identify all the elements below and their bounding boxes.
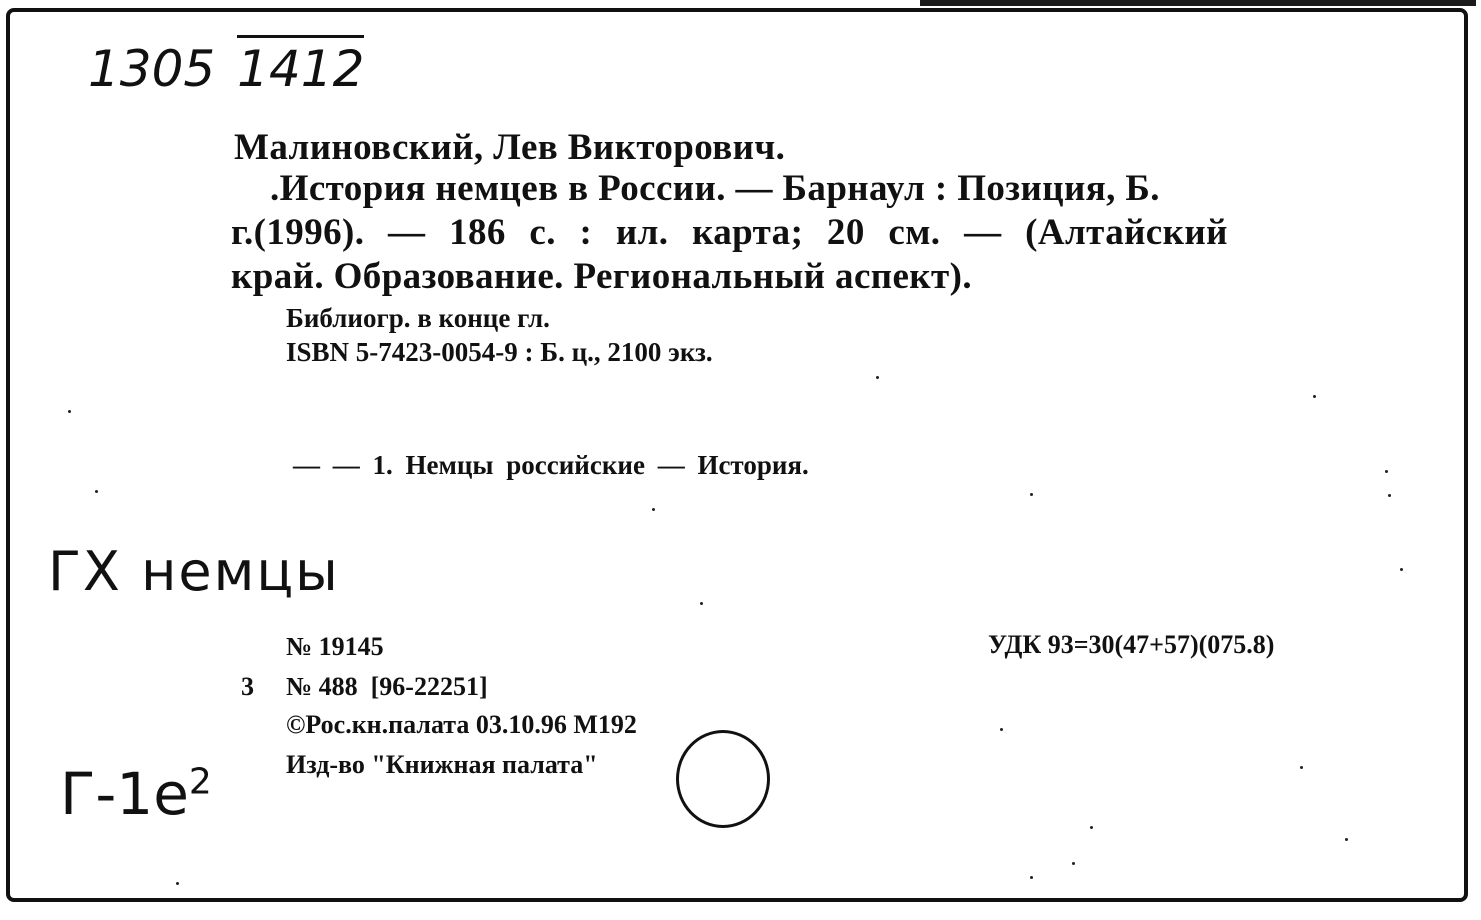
title-line-2: г.(1996). — 186 с. : ил. карта; 20 см. — (Алтайский — [231, 212, 1228, 253]
card-prefix-number: 3 — [241, 672, 254, 701]
copyright-line: ©Рос.кн.палата 03.10.96 М192 — [286, 710, 637, 739]
isbn-line: ISBN 5-7423-0054-9 : Б. ц., 2100 экз. — [286, 337, 713, 367]
udk-code: УДК 93=30(47+57)(075.8) — [988, 630, 1275, 659]
scan-edge-shadow — [920, 0, 1476, 6]
title-line-1: .История немцев в России. — Барнаул : Позиция, Б. — [270, 168, 1160, 209]
scan-speck — [68, 410, 71, 413]
scan-speck — [1345, 838, 1348, 841]
location-text: Г-1е — [60, 760, 189, 828]
handwritten-location — [60, 760, 212, 828]
scan-speck — [1090, 826, 1093, 829]
subject-heading: — — 1. Немцы российские — История. — [293, 450, 809, 480]
scan-speck — [1030, 876, 1033, 879]
record-number: № 19145 — [286, 632, 384, 661]
scan-speck — [1072, 862, 1075, 865]
scan-speck — [876, 376, 879, 379]
handwritten-subject-note: ГХ немцы — [48, 540, 340, 603]
author-heading: Малиновский, Лев Викторович. — [234, 127, 786, 168]
publisher-line: Изд-во "Книжная палата" — [286, 750, 598, 779]
register-number: № 488 [96-22251] — [286, 672, 488, 701]
scan-speck — [95, 490, 98, 493]
scan-speck — [700, 602, 703, 605]
scan-speck — [1313, 395, 1316, 398]
scan-speck — [1000, 728, 1003, 731]
bibliography-note: Библиогр. в конце гл. — [286, 303, 550, 333]
shelfmark-number: 1305 — [88, 40, 216, 98]
scan-speck — [1400, 568, 1403, 571]
scan-speck — [1300, 766, 1303, 769]
shelfmark-fraction: 1412 — [237, 35, 364, 98]
location-superscript: 2 — [188, 761, 212, 803]
scan-speck — [652, 508, 655, 511]
scan-speck — [176, 882, 179, 885]
scan-speck — [1030, 493, 1033, 496]
title-line-3: край. Образование. Региональный аспект). — [231, 256, 972, 297]
scan-speck — [1388, 494, 1391, 497]
handwritten-shelfmark — [88, 40, 364, 98]
stamp-circle — [676, 730, 770, 828]
scan-speck — [1385, 470, 1388, 473]
